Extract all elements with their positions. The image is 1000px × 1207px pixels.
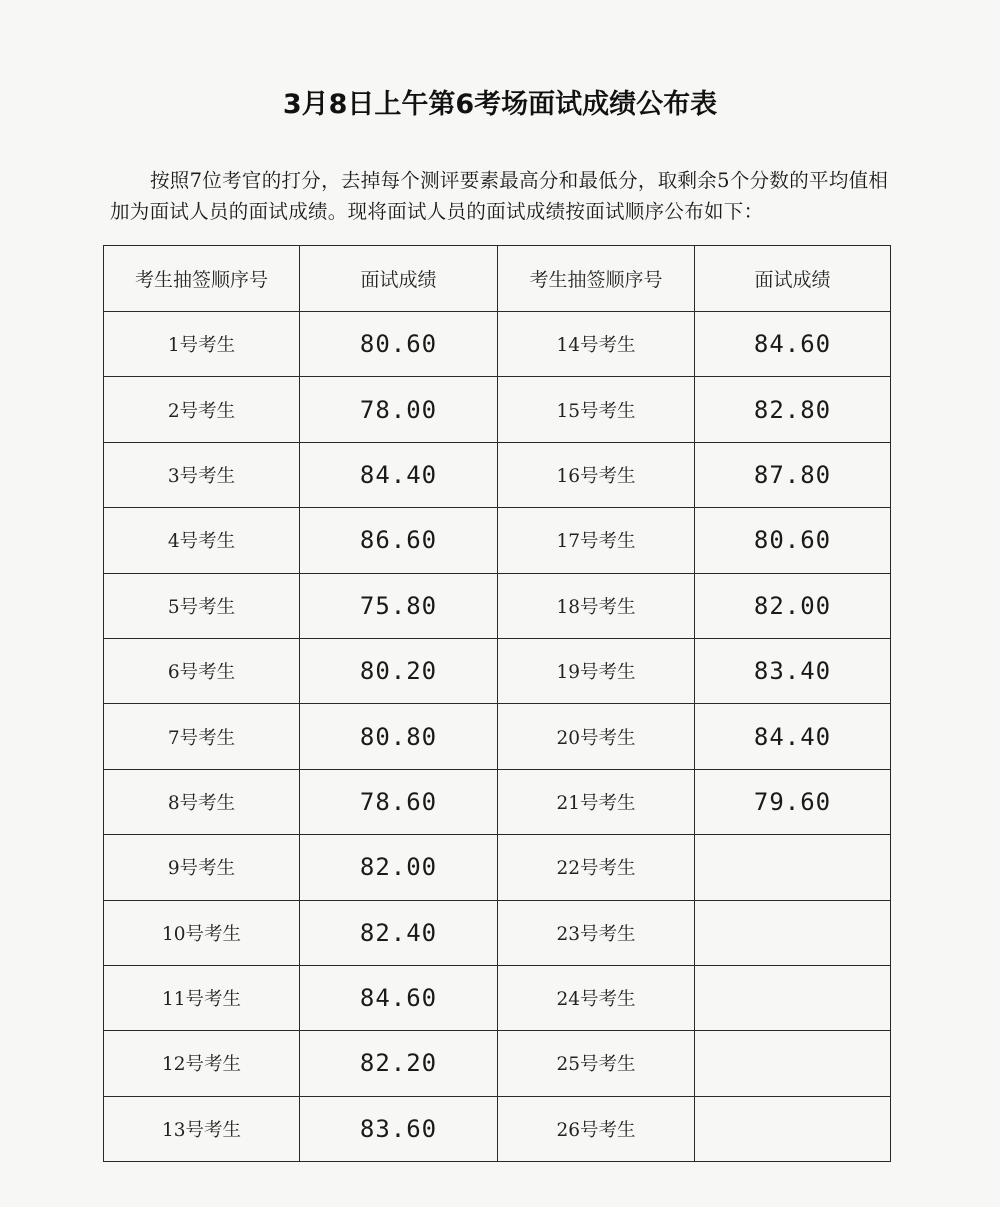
candidate-id-right: 14号考生 — [498, 312, 695, 377]
score-left: 78.60 — [300, 769, 498, 834]
candidate-id-left: 10号考生 — [104, 900, 300, 965]
score-right — [695, 900, 891, 965]
candidate-id-right: 26号考生 — [498, 1096, 695, 1161]
table-row — [104, 965, 891, 1030]
score-left: 75.80 — [300, 573, 498, 638]
header-score-left: 面试成绩 — [300, 246, 498, 312]
table-row — [104, 835, 891, 900]
table-row — [104, 1031, 891, 1096]
candidate-id-right: 15号考生 — [498, 377, 695, 442]
candidate-id-right: 25号考生 — [498, 1031, 695, 1096]
candidate-id-left: 9号考生 — [104, 835, 300, 900]
candidate-id-right: 23号考生 — [498, 900, 695, 965]
score-right — [695, 835, 891, 900]
score-right: 83.40 — [695, 638, 891, 703]
header-score-right: 面试成绩 — [695, 246, 891, 312]
candidate-id-left: 6号考生 — [104, 638, 300, 703]
score-right: 84.60 — [695, 312, 891, 377]
intro-paragraph: 按照7位考官的打分，去掉每个测评要素最高分和最低分，取剩余5个分数的平均值相加为面试人员的面试成绩。现将面试人员的面试成绩按面试顺序公布如下： — [110, 169, 889, 223]
score-right: 84.40 — [695, 704, 891, 769]
candidate-id-right: 24号考生 — [498, 965, 695, 1030]
table-row — [104, 442, 891, 507]
score-right — [695, 1031, 891, 1096]
scores-table — [103, 245, 891, 1162]
score-left: 84.60 — [300, 965, 498, 1030]
candidate-id-left: 12号考生 — [104, 1031, 300, 1096]
score-right: 80.60 — [695, 508, 891, 573]
score-right: 82.00 — [695, 573, 891, 638]
table-row — [104, 312, 891, 377]
candidate-id-left: 4号考生 — [104, 508, 300, 573]
candidate-id-left: 2号考生 — [104, 377, 300, 442]
header-candidate-order-left: 考生抽签顺序号 — [104, 246, 300, 312]
score-right — [695, 1096, 891, 1161]
score-left: 82.20 — [300, 1031, 498, 1096]
table-row — [104, 377, 891, 442]
score-left: 78.00 — [300, 377, 498, 442]
table-row — [104, 1096, 891, 1161]
score-left: 84.40 — [300, 442, 498, 507]
score-left: 80.20 — [300, 638, 498, 703]
candidate-id-left: 7号考生 — [104, 704, 300, 769]
candidate-id-left: 5号考生 — [104, 573, 300, 638]
candidate-id-right: 20号考生 — [498, 704, 695, 769]
candidate-id-left: 3号考生 — [104, 442, 300, 507]
candidate-id-right: 22号考生 — [498, 835, 695, 900]
score-left: 80.80 — [300, 704, 498, 769]
table-row — [104, 573, 891, 638]
candidate-id-right: 19号考生 — [498, 638, 695, 703]
table-row — [104, 900, 891, 965]
score-left: 80.60 — [300, 312, 498, 377]
header-candidate-order-right: 考生抽签顺序号 — [498, 246, 695, 312]
candidate-id-left: 8号考生 — [104, 769, 300, 834]
score-left: 82.00 — [300, 835, 498, 900]
table-row — [104, 769, 891, 834]
score-left: 86.60 — [300, 508, 498, 573]
candidate-id-left: 11号考生 — [104, 965, 300, 1030]
score-left: 82.40 — [300, 900, 498, 965]
score-right: 87.80 — [695, 442, 891, 507]
table-row — [104, 638, 891, 703]
candidate-id-right: 17号考生 — [498, 508, 695, 573]
scores-table-body — [104, 312, 891, 1162]
candidate-id-right: 16号考生 — [498, 442, 695, 507]
score-right: 79.60 — [695, 769, 891, 834]
score-left: 83.60 — [300, 1096, 498, 1161]
score-right — [695, 965, 891, 1030]
table-row — [104, 508, 891, 573]
score-right: 82.80 — [695, 377, 891, 442]
candidate-id-left: 13号考生 — [104, 1096, 300, 1161]
candidate-id-right: 21号考生 — [498, 769, 695, 834]
candidate-id-left: 1号考生 — [104, 312, 300, 377]
candidate-id-right: 18号考生 — [498, 573, 695, 638]
table-header-row — [104, 246, 891, 312]
table-row — [104, 704, 891, 769]
page-title: 3月8日上午第6考场面试成绩公布表 — [282, 89, 718, 120]
